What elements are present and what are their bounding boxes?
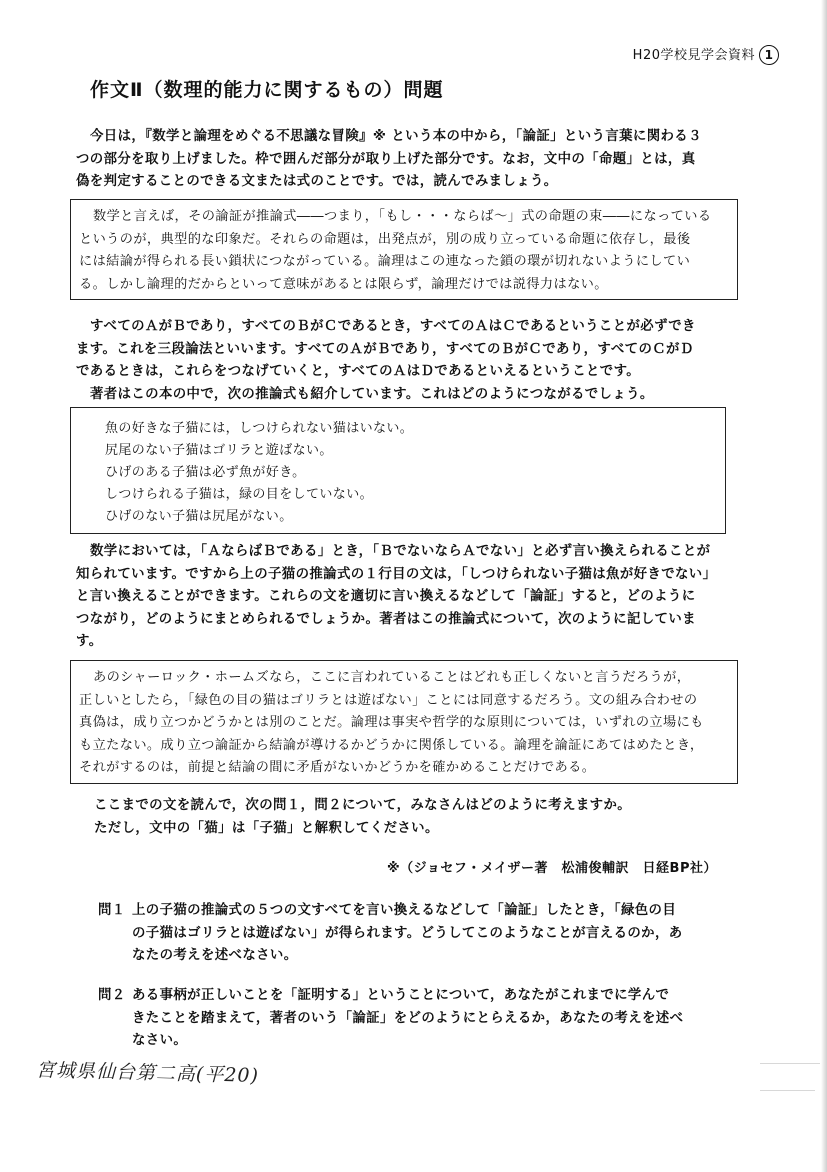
- text-line: それがするのは，前提と結論の間に矛盾がないかどうかを確かめることだけである。: [79, 760, 596, 775]
- page-number-circle: 1: [759, 45, 779, 65]
- text-line: 数学と言えば，その論証が推論式――つまり，「もし・・・ならば～」式の命題の束――になっている: [93, 209, 712, 224]
- premise-line: 尻尾のない子猫はゴリラと遊ばない。: [105, 443, 333, 458]
- text-line: すべてのＡがＢであり，すべてのＢがＣであるとき，すべてのＡはＣであるということが必ずでき: [90, 319, 696, 334]
- quote-box-1: [70, 199, 738, 300]
- question-2: [98, 985, 738, 1053]
- text-line: であるときは，これらをつなげていくと，すべてのＡはＤであるといえるということです。: [76, 364, 641, 379]
- text-line: 今日は，『数学と論理をめぐる不思議な冒険』※ という本の中から，「論証」という言葉に関わる３: [90, 129, 702, 144]
- text-line: ただし，文中の「猫」は「子猫」と解釈してください。: [94, 820, 439, 836]
- syllogism-paragraph: [76, 316, 756, 406]
- question-label: 問２: [98, 988, 126, 1003]
- text-line: ここまでの文を読んで，次の問１，問２について，みなさんはどのように考えますか。: [94, 798, 632, 813]
- page-title: 作文Ⅱ（数理的能力に関するもの）問題: [90, 79, 444, 101]
- scan-artifact: [760, 1063, 820, 1064]
- text-line: あのシャーロック・ホームズなら，ここに言われていることはどれも正しくないと言うだろうが，: [93, 670, 691, 685]
- text-line: つながり，どのようにまとめられるでしょうか。著者はこの推論式について，次のように記していま: [76, 611, 696, 627]
- question-line: 上の子猫の推論式の５つの文すべてを言い換えるなどして「論証」したとき，「緑色の目: [132, 903, 677, 918]
- quote-box-2: [70, 407, 726, 534]
- text-line: 数学においては，「ＡならばＢである」とき，「ＢでないならＡでない」と必ず言い換えられることが: [90, 544, 711, 559]
- premise-line: 魚の好きな子猫には，しつけられない猫はいない。: [105, 421, 414, 436]
- premise-line: ひげのある子猫は必ず魚が好き。: [105, 465, 306, 480]
- handwritten-note: 宮城県仙台第二高(平20): [35, 1059, 260, 1087]
- question-line: なたの考えを述べなさい。: [132, 948, 298, 963]
- header-tag: [633, 44, 779, 65]
- text-line: 真偽は，成り立つかどうかとは別のことだ。論理は事実や哲学的な原則については，いずれの立場にも: [79, 715, 704, 730]
- text-line: 著者はこの本の中で，次の推論式も紹介しています。これはどのようにつながるでしょう。: [90, 386, 654, 402]
- text-line: 正しいとしたら，「緑色の目の猫はゴリラとは遊ばない」ことには同意するだろう。文の組み合わせの: [79, 692, 698, 708]
- text-line: 偽を判定することのできる文または式のことです。では，読んでみましょう。: [76, 174, 558, 189]
- quote-box-3: [70, 660, 738, 784]
- question-line: なさい。: [132, 1033, 188, 1048]
- premise-line: ひげのない子猫は尻尾がない。: [105, 509, 293, 524]
- scan-edge: [821, 0, 827, 1172]
- contrapositive-paragraph: [76, 541, 756, 654]
- text-line: す。: [76, 634, 103, 649]
- question-line: きたことを踏まえて，著者のいう「論証」をどのようにとらえるか，あなたの考えを述べ: [132, 1010, 684, 1026]
- text-line: も立たない。成り立つ論証から結論が導けるかどうかに関係している。論理を論証にあてはめたとき，: [79, 737, 704, 753]
- question-line: の子猫はゴリラとは遊ばない」が得られます。どうしてこのようなことが言えるのか，あ: [132, 925, 683, 941]
- text-line: と言い換えることができます。これらの文を適切に言い換えるなどして「論証」すると，どのように: [76, 589, 696, 604]
- text-line: というのが，典型的な印象だ。それらの命題は，出発点が，別の成り立っている命題に依存し，最後: [79, 231, 691, 247]
- premise-line: しつけられる子猫は，緑の目をしていない。: [105, 487, 374, 502]
- text-line: る。しかし論理的だからといって意味があるとは限らず，論理だけでは説得力はない。: [79, 276, 608, 292]
- question-1: [98, 900, 738, 968]
- text-line: ます。これを三段論法といいます。すべてのＡがＢであり，すべてのＢがＣであり，すべてのＣがＤ: [76, 341, 694, 357]
- text-line: つの部分を取り上げました。枠で囲んだ部分が取り上げた部分です。なお，文中の「命題」とは，真: [76, 151, 696, 167]
- text-line: には結論が得られる長い鎖状につながっている。論理はこの連なった鎖の環が切れないようにしてい: [79, 254, 691, 269]
- question-line: ある事柄が正しいことを「証明する」ということについて，あなたがこれまでに学んで: [132, 988, 670, 1003]
- intro-paragraph: [76, 126, 756, 194]
- text-line: 知られています。ですから上の子猫の推論式の１行目の文は，「しつけられない子猫は魚が好きでない」: [76, 566, 717, 582]
- source-credit: ※（ジョセフ・メイザー著 松浦俊輔訳 日経BP社）: [386, 861, 717, 876]
- instruction-paragraph: [76, 795, 756, 840]
- question-label: 問１: [98, 903, 126, 918]
- header-tag-text: H20学校見学会資料: [632, 48, 755, 63]
- scan-artifact: [760, 1090, 815, 1091]
